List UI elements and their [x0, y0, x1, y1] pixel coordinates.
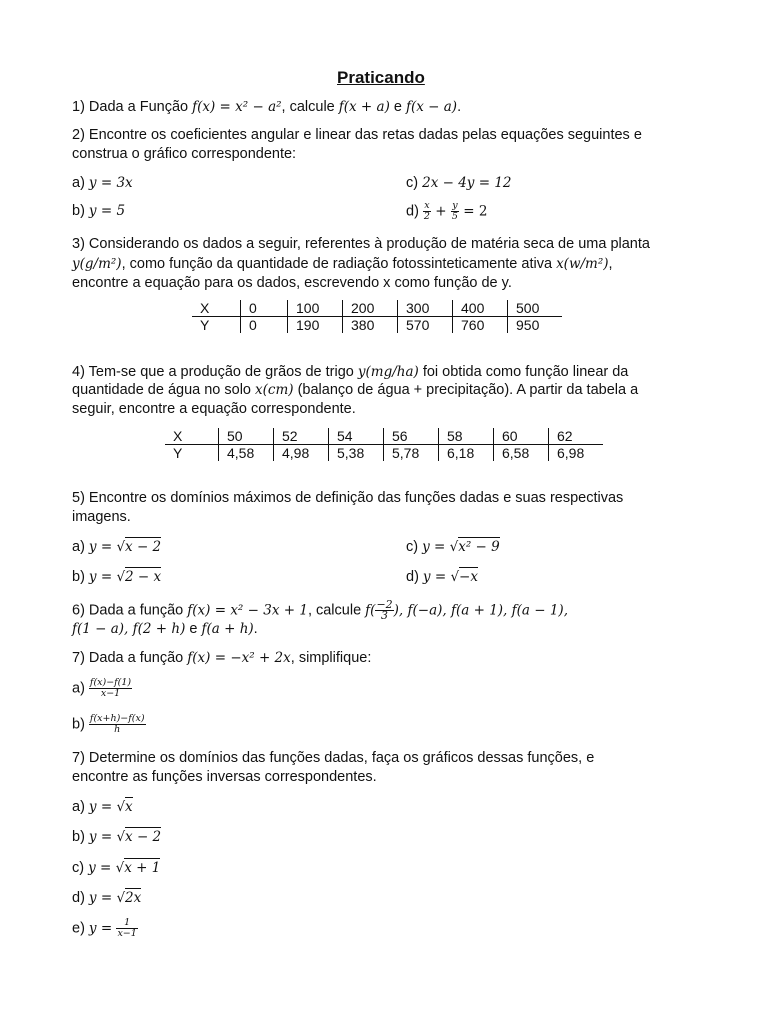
q7b-item-d — [72, 890, 141, 906]
q7b-d-radicand: 2x — [125, 890, 142, 906]
q2-d-plus: + — [430, 203, 451, 220]
q5-a-label: a) — [72, 539, 89, 555]
q5-line2: imagens. — [72, 509, 131, 525]
q6-line2-expr: f(1 − a), f(2 + h) — [72, 621, 186, 637]
q7b-line2: encontre as funções inversas correspondentes. — [72, 769, 377, 785]
q1-end: . — [457, 99, 462, 115]
q7b-item-c — [72, 860, 160, 876]
q2-c-label: c) — [406, 175, 423, 191]
q7a-line1-b: , simplifique: — [290, 650, 372, 666]
q5-item-d — [406, 569, 478, 585]
table-cell: 950 — [508, 317, 563, 334]
q7b-e-den: x−1 — [117, 928, 137, 939]
table-cell: 760 — [453, 317, 508, 334]
q1-and: e — [389, 99, 406, 115]
table-cell: 5,78 — [384, 445, 439, 462]
table-cell: 4,98 — [274, 445, 329, 462]
question-1 — [72, 99, 461, 115]
table-cell: 190 — [288, 317, 343, 334]
q3-y-label: Y — [200, 317, 210, 333]
table-cell: 6,98 — [549, 445, 604, 462]
q7b-item-e — [72, 918, 138, 939]
table-cell: 300 — [398, 300, 453, 317]
q5-c-pre: y = √ — [422, 539, 459, 555]
q1-expr-2: f(x − a) — [405, 99, 458, 115]
table-row — [192, 300, 562, 317]
q3-line2 — [72, 256, 613, 272]
q4-data-table — [165, 428, 603, 461]
table-cell: 500 — [508, 300, 563, 317]
q2-item-d — [406, 201, 487, 222]
q7b-a-radicand: x — [125, 799, 133, 815]
q7b-c-radicand: x + 1 — [124, 860, 161, 876]
q5-item-a — [72, 539, 161, 555]
q5-a-pre: y = √ — [88, 539, 126, 555]
table-cell: 60 — [494, 428, 549, 445]
q2-a-expr: y = 3x — [88, 175, 133, 191]
q2-d-frac-1 — [423, 201, 431, 222]
q7a-item-a — [72, 678, 132, 699]
table-cell: 52 — [274, 428, 329, 445]
q6-line1-c: f(−a), f(a + 1), f(a − 1), — [407, 602, 568, 619]
table-cell: 62 — [549, 428, 604, 445]
q5-d-radicand: −x — [459, 569, 478, 585]
q4-expr-1: y(mg/ha) — [357, 364, 419, 380]
q4-y-label: Y — [173, 445, 183, 461]
q2-a-label: a) — [72, 175, 89, 191]
q7b-d-label: d) — [72, 890, 89, 906]
q4-x-label: X — [165, 428, 219, 445]
q4-line1 — [72, 364, 628, 380]
table-cell: 58 — [439, 428, 494, 445]
q6-frac-den: 3 — [381, 609, 389, 622]
q5-a-radicand: x − 2 — [125, 539, 162, 555]
q6-line2-expr2: f(a + h) — [201, 621, 254, 637]
q7b-e-pre: y = — [88, 920, 117, 937]
q5-b-radicand: 2 − x — [125, 569, 162, 585]
q7a-b-fraction — [89, 714, 146, 735]
q2-d-frac-2 — [451, 201, 459, 222]
q2-b-expr: y = 5 — [88, 203, 126, 219]
q4-line2-a: quantidade de água no solo — [72, 382, 256, 398]
q5-c-radicand: x² − 9 — [458, 539, 500, 555]
q7b-e-fraction — [116, 918, 137, 939]
q2-line1: 2) Encontre os coeficientes angular e linear das retas dadas pelas equações seguintes e — [72, 127, 642, 143]
q6-line2-end: . — [253, 621, 258, 637]
q5-b-pre: y = √ — [88, 569, 126, 585]
q7b-c-pre: y = √ — [88, 860, 125, 876]
table-cell: 50 — [219, 428, 274, 445]
q7b-b-radicand: x − 2 — [125, 829, 162, 845]
table-cell: 6,58 — [494, 445, 549, 462]
q7a-b-den: h — [114, 724, 121, 735]
q7a-line1-a: 7) Dada a função — [72, 650, 188, 666]
q5-item-b — [72, 569, 161, 585]
q6-frac-num: −2 — [376, 598, 393, 611]
q1-expr-1: f(x + a) — [338, 99, 390, 115]
q7a-item-b — [72, 714, 146, 735]
q7a-a-label: a) — [72, 680, 89, 697]
q3-expr-1: y(g/m²) — [72, 256, 122, 272]
page-title: Praticando — [337, 68, 425, 87]
q6-line2-e: e — [185, 621, 202, 637]
q2-d-label: d) — [406, 203, 423, 220]
q7a-b-label: b) — [72, 716, 89, 733]
table-cell: 400 — [453, 300, 508, 317]
q6-function: f(x) = x² − 3x + 1 — [187, 602, 308, 619]
q2-d-eq: = 2 — [458, 203, 488, 220]
q7b-b-pre: y = √ — [88, 829, 126, 845]
q3-x-label: X — [192, 300, 241, 317]
q1-function: f(x) = x² − a² — [192, 99, 282, 115]
q7a-a-fraction — [89, 678, 132, 699]
q7b-item-a — [72, 799, 133, 815]
q2-d-num-1: x — [424, 200, 430, 211]
table-cell: 100 — [288, 300, 343, 317]
table-row — [165, 445, 603, 462]
q7b-item-b — [72, 829, 161, 845]
q2-d-den-1: 2 — [423, 211, 430, 222]
q6-line1-a: 6) Dada a função — [72, 602, 188, 619]
table-row — [192, 317, 562, 334]
q2-item-b — [72, 203, 125, 219]
q2-line2: construa o gráfico correspondente: — [72, 146, 297, 162]
q4-line3: seguir, encontre a equação correspondente. — [72, 401, 356, 417]
table-cell: 200 — [343, 300, 398, 317]
table-cell: 570 — [398, 317, 453, 334]
q7b-a-label: a) — [72, 799, 89, 815]
q4-expr-2: x(cm) — [255, 382, 294, 398]
q7a-a-den: x−1 — [100, 688, 121, 699]
table-cell: 380 — [343, 317, 398, 334]
q1-text: 1) Dada a Função — [72, 99, 193, 115]
q4-line1-a: 4) Tem-se que a produção de grãos de trigo — [72, 364, 358, 380]
q5-d-pre: y = √ — [422, 569, 460, 585]
q7a-function: f(x) = −x² + 2x — [187, 650, 291, 666]
q7b-e-label: e) — [72, 920, 89, 937]
table-cell: 54 — [329, 428, 384, 445]
q6-fraction — [375, 600, 393, 621]
q3-line2-text: , como função da quantidade de radiação fotossinteticamente ativa — [121, 256, 557, 272]
q3-line1: 3) Considerando os dados a seguir, referentes à produção de matéria seca de uma planta — [72, 236, 650, 252]
q4-line2 — [72, 382, 638, 398]
q7b-d-pre: y = √ — [88, 890, 126, 906]
q3-expr-2: x(w/m²) — [556, 256, 609, 272]
table-row — [165, 428, 603, 445]
q3-line3: encontre a equação para os dados, escrevendo x como função de y. — [72, 275, 512, 291]
q6-frac-pre: f( — [365, 602, 376, 619]
q5-b-label: b) — [72, 569, 89, 585]
q5-d-label: d) — [406, 569, 423, 585]
table-cell: 0 — [241, 300, 288, 317]
q7b-line1: 7) Determine os domínios das funções dadas, faça os gráficos dessas funções, e — [72, 750, 595, 766]
q3-data-table — [192, 300, 562, 333]
q6-frac-post: ), — [393, 602, 408, 619]
q2-b-label: b) — [72, 203, 89, 219]
q4-line2-b: (balanço de água + precipitação). A partir da tabela a — [293, 382, 639, 398]
q2-d-den-2: 5 — [451, 211, 458, 222]
q6-line2 — [72, 621, 258, 637]
table-cell: 56 — [384, 428, 439, 445]
q7b-e-num: 1 — [116, 918, 137, 929]
q2-item-c — [406, 175, 512, 191]
q2-d-num-2: y — [452, 200, 458, 211]
q3-line2-end: , — [608, 256, 613, 272]
q7a-a-num: f(x)−f(1) — [89, 677, 132, 688]
q5-c-label: c) — [406, 539, 423, 555]
q7a-line1 — [72, 650, 371, 666]
q5-item-c — [406, 539, 500, 555]
q4-line1-b: foi obtida como função linear da — [418, 364, 629, 380]
table-cell: 4,58 — [219, 445, 274, 462]
q7b-b-label: b) — [72, 829, 89, 845]
q7b-c-label: c) — [72, 860, 89, 876]
q6-line1-b: , calcule — [307, 602, 366, 619]
q6-line1 — [72, 600, 568, 621]
table-cell: 6,18 — [439, 445, 494, 462]
q7b-a-pre: y = √ — [88, 799, 126, 815]
table-cell: 5,38 — [329, 445, 384, 462]
q2-item-a — [72, 175, 133, 191]
q1-text-mid: , calcule — [281, 99, 339, 115]
table-cell: 0 — [241, 317, 288, 334]
q7a-b-num: f(x+h)−f(x) — [89, 713, 145, 724]
q5-line1: 5) Encontre os domínios máximos de definição das funções dadas e suas respectivas — [72, 490, 624, 506]
q2-c-expr: 2x − 4y = 12 — [422, 175, 512, 191]
